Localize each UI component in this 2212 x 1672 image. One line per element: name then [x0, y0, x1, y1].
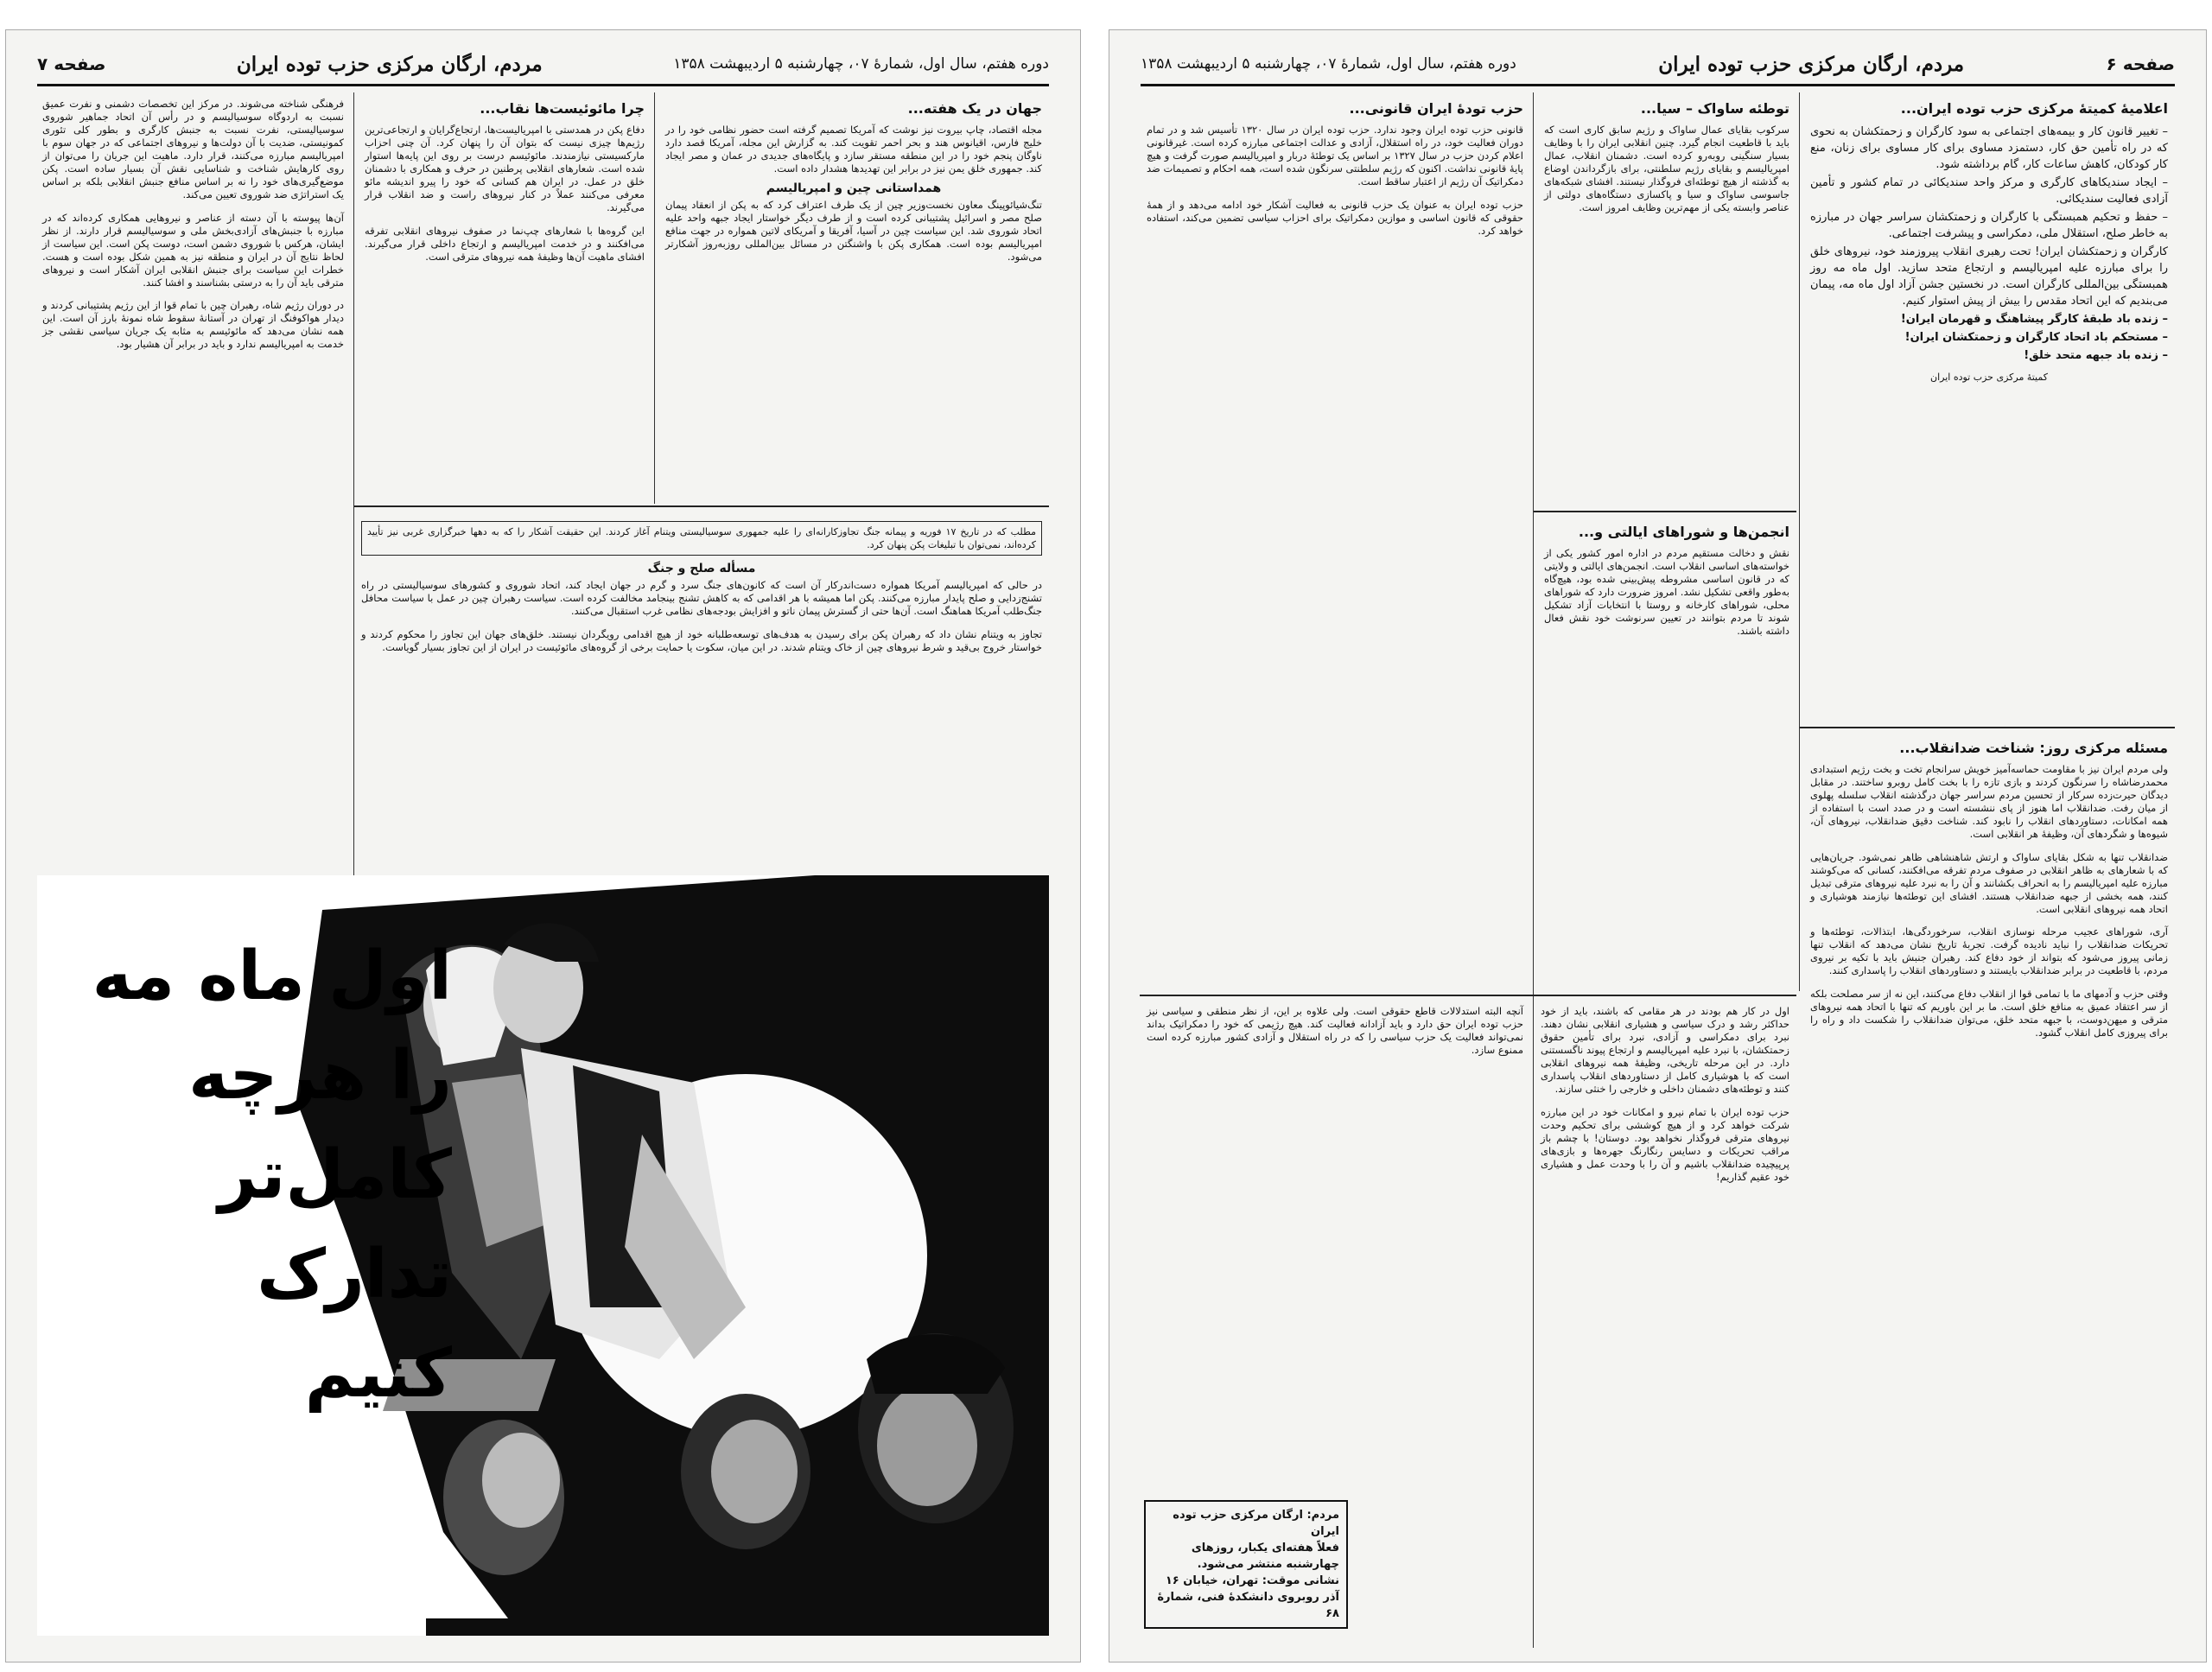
article-text: ولی مردم ایران نیز با مقاومت حماسه‌آمیز خویش سرانجام تخت و بخت رژیم استبدادی محمدرضاشاه را سرنگون کردند و بازی تازه را با بخت کامل روبرو ساختند. در مقابل دیدگان حیرت‌زده سرکار از تحسین مردم سراسر جهان درگذشته انقلاب سلسله پهلوی از میان رفت. ضدانقلاب اما هنوز از پای ننشسته است و در صدد است با استفاده از همه امکانات، دستاوردهای انقلاب را نابود کند. شناخت دقیق ضدانقلاب، نیروهای آن، شیوه‌ها و شگردهای آن، وظیفهٔ هر انقلابی است.	[1810, 763, 2168, 840]
article-area	[1141, 92, 2175, 1636]
article-text: سرکوب بقایای عمال ساواک و رژیم سابق کاری است که باید با قاطعیت انجام گیرد. چنین انقلابی ایران را با وظایف بسیار سنگینی روبه‌رو کرده است. دشمنان انقلاب، عمال امپریالیسم و بقایای رژیم سلطنتی، برای بازگرداندن اوضاع به گذشته از هیچ توطئه‌ای فروگذار نیستند. افشای شبکه‌های جاسوسی ساواک و سیا و پاکسازی دستگاه‌های دولتی از عناصر وابسته یکی از مهم‌ترین وظایف امروز است.	[1544, 124, 1789, 213]
poster-line: اول ماه مه	[92, 938, 452, 1015]
article-text: نقش و دخالت مستقیم مردم در اداره امور کشور یکی از خواسته‌های اساسی انقلاب است. انجمن‌های ایالتی و ولایتی که در قانون اساسی مشروطه پیش‌بینی شده بود، هیچ‌گاه به‌طور واقعی تشکیل نشد. امروز ضرورت دارد که شوراهای محلی، شوراهای کارخانه و روستا با انتخابات آزاد تشکیل شوند تا مردم بتوانند در تعیین سرنوشت خود نقش فعال داشته باشند.	[1544, 547, 1789, 637]
article-text: آری، شوراهای عجیب مرحله نوسازی انقلاب، سرخوردگی‌ها، ابتذالات، توطئه‌ها و تحریکات ضدانقلاب را نباید نادیده گرفت. تجربهٔ تاریخ نشان می‌دهد که انقلاب تنها زمانی پیروز می‌شود که بتواند از خود دفاع کند. رهبران جنبش باید با تکیه بر نیروی مردم، با قاطعیت در برابر ضدانقلاب بایستند و دستاوردهای انقلاب را پاسداری کنند.	[1810, 925, 2168, 976]
section-rule	[1534, 511, 1796, 512]
article-heading: چرا مائوئیست‌ها نقاب...	[480, 100, 645, 117]
declaration-item: – ایجاد سندیکاهای کارگری و مرکز واحد سندیکائی در تمام کشور و تأمین آزادی فعالیت سندیکائی.	[1810, 176, 2168, 206]
page-number: صفحه ۷	[37, 54, 106, 74]
maoists-column	[358, 92, 652, 504]
newspaper-page-7	[5, 29, 1081, 1662]
article-text: اول در کار هم بودند در هر مقامی که باشند، باید از خود حداکثر رشد و درک سیاسی و هشیاری انقلابی نشان دهند. نبرد برای دمکراسی و آزادی، نبرد برای تأمین حقوق زحمتکشان، با نبرد علیه امپریالیسم و ارتجاع پیوند ناگسستنی دارد. در این مرحله تاریخی، وظیفهٔ همه نیروهای انقلابی است که با هوشیاری کامل از دستاوردهای انقلاب پاسداری کنند و توطئه‌های دشمنان داخلی و خارجی را خنثی سازند.	[1541, 1005, 1789, 1095]
continuation-column-a	[1534, 1000, 1796, 1636]
article-heading: مسئله مرکزی روز: شناخت ضدانقلاب...	[1899, 740, 2168, 756]
article-text: فرهنگی شناخته می‌شوند. در مرکز این تخصصات دشمنی و نفرت عمیق نسبت به اردوگاه سوسیالیسم و در رأس آن اتحاد جماهیر شوروی سوسیالیستی، نفرت نسبت به جنبش کارگری و بطور کلی تئوری کمونیستی، ضدیت با آن دولت‌ها و نیروهای اجتماعی که در جهان سوم با امپریالیسم مبارزه می‌کنند، قرار دارد. ماهیت این جریان را می‌توان از روی کارهایش شناخت و شناسایی نقش آن بسیار ساده است. پکن موضع‌گیری‌های خود را نه بر اساس منافع جنبش انقلابی بلکه بر اساس یک استراتژی ضد شوروی تعیین می‌کند.	[42, 98, 344, 200]
newspaper-brand: مردم، ارگان مرکزی حزب توده ایران	[1658, 52, 1965, 76]
article-text: حزب توده ایران به عنوان یک حزب قانونی به فعالیت آشکار خود ادامه می‌دهد و از همهٔ حقوقی که قانون اساسی و موازین دمکراتیک برای احزاب سیاسی تضمین می‌کند، استفاده خواهد کرد.	[1147, 198, 1523, 237]
masthead	[37, 44, 1049, 86]
tudeh-legal-column	[1140, 92, 1530, 991]
issue-line: دوره هفتم، سال اول، شمارهٔ ۰۷، چهارشنبه ۵ اردیبهشت ۱۳۵۸	[673, 55, 1049, 73]
article-text: در دوران رژیم شاه، رهبران چین با تمام قوا از این رژیم پشتیبانی کردند و دیدار هواکوفنگ از تهران در آستانهٔ سقوط شاه نمونهٔ بارز آن است. این همه نشان می‌دهد که مائوئیسم به مثابه یک جریان سیاسی نقشی جز خدمت به امپریالیسم ندارد و باید در برابر آن هشیار بود.	[42, 299, 344, 350]
poster-line: تدارک کنیم	[257, 1236, 452, 1413]
article-text: مجله اقتصاد، چاپ بیروت نیز نوشت که آمریکا تصمیم گرفته است حضور نظامی خود را در خلیج فارس، اقیانوس هند و بحر احمر تقویت کند. به گزارش این مجله، آمریکا قصد دارد ناوگان پنجم خود را در این منطقه مستقر سازد و پایگاه‌های جدیدی در عمان و مصر ایجاد کند. جمهوری خلق یمن نیز در برابر این تهدیدها هشدار داده است.	[665, 124, 1042, 175]
article-heading: مسأله صلح و جنگ	[647, 562, 756, 575]
declaration-item: کارگران و زحمتکشان ایران! تحت رهبری انقلاب پیروزمند خود، نیروهای خلق را برای مبارزه علیه امپریالیسم و ارتجاع متحد سازید. اول ماه مه روز همبستگی بین‌المللی کارگران است. در نخستین جشن آزاد اول ماه مه، پیمان می‌بندیم که این اتحاد مقدس را بیش از پیش استوار کنیم.	[1810, 245, 2168, 308]
article-area	[37, 92, 1049, 1636]
article-text: حزب توده ایران با تمام نیرو و امکانات خود در این مبارزه شرکت خواهد کرد و از هیچ کوششی برای تحکیم وحدت نیروهای مترقی فروگذار نخواهد بود. دوستان! با چشم باز مراقب تحریکات و دسایس رنگارنگ جهره‌ها و بازی‌های پرپیچیده ضدانقلاب باشیم و آن را با وحدت عمل و هشیاری خود عقیم گذاریم!	[1541, 1105, 1789, 1183]
article-heading: توطئه ساواک – سیا...	[1640, 100, 1789, 117]
declaration-signature: کمیتهٔ مرکزی حزب توده ایران	[1930, 372, 2048, 383]
page-gutter	[1081, 0, 1109, 1672]
masthead	[1141, 44, 2175, 86]
article-text: در حالی که امپریالیسم آمریکا همواره دست‌اندرکار آن است که کانون‌های جنگ سرد و گرم در جهان ایجاد کند، اتحاد شوروی و کشورهای سوسیالیستی در راه تشنج‌زدایی و صلح پایدار مبارزه می‌کنند. پکن اما همیشه با هر اقدامی که به کاهش تشنج بینجامد مخالفت کرده است. سیاست رهبران چین در عمل با سیاست محافل جنگ‌طلب آمریکا هماهنگ است. آن‌ها حتی از گسترش پیمان ناتو و افزایش بودجه‌های نظامی غرب استقبال می‌کنند.	[361, 579, 1042, 617]
publication-address: نشانی موقت: تهران، خیابان ۱۶ آذر روبروی دانشکدهٔ فنی، شمارهٔ ۶۸	[1157, 1574, 1339, 1620]
article-text: آنچه البته استدلالات قاطع حقوقی است. ولی علاوه بر این، از نظر منطقی و سیاسی نیز حزب توده ایران حق دارد و باید آزادانه فعالیت کند. هیچ رژیمی که خود را دمکراتیک بداند نمی‌تواند فعالیت یک حزب سیاسی را که در راه استقلال و آزادی کشور مبارزه کرده است ممنوع سازد.	[1147, 1005, 1523, 1056]
may-day-poster	[37, 875, 1049, 1636]
declaration-item: – حفظ و تحکیم همبستگی با کارگران و زحمتکشان سراسر جهان در مبارزه به خاطر صلح، استقلال ملی، دمکراسی و پیشرفت اجتماعی.	[1810, 211, 2168, 240]
column-rule	[654, 92, 655, 504]
article-heading: اعلامیهٔ کمیتهٔ مرکزی حزب توده ایران...	[1900, 100, 2168, 117]
peace-war-section	[354, 511, 1049, 879]
issue-line: دوره هفتم، سال اول، شمارهٔ ۰۷، چهارشنبه ۵ اردیبهشت ۱۳۵۸	[1141, 55, 1516, 73]
article-text: وقتی حزب و آدمهای ما با تمامی قوا از انقلاب دفاع می‌کنند، این نه از سر مصلحت بلکه از سر اعتقاد عمیق به منافع خلق است. ما بر این باوریم که تنها با اتحاد همه نیروهای مترقی و میهن‌دوست، با جبهه متحد خلق، می‌توان ضدانقلاب را شکست داد و راه را برای پیروزی کامل انقلاب گشود.	[1810, 987, 2168, 1039]
article-heading: حزب تودهٔ ایران قانونی...	[1349, 100, 1523, 117]
poster-slogan	[89, 927, 452, 1424]
publication-schedule: فعلاً هفته‌ای یکبار، روزهای چهارشنبه منتشر می‌شود.	[1191, 1542, 1339, 1571]
declaration-column	[1803, 92, 2175, 723]
column-rule	[1799, 92, 1800, 991]
world-week-column	[658, 92, 1049, 504]
section-rule	[354, 505, 1049, 507]
poster-line: را هرچه کامل‌تر	[188, 1037, 452, 1214]
newspaper-brand: مردم، ارگان مرکزی حزب توده ایران	[236, 52, 543, 76]
article-text: تجاوز به ویتنام نشان داد که رهبران پکن برای رسیدن به هدف‌های توسعه‌طلبانه خود از هیچ اقدامی رویگردان نیستند. خلق‌های جهان این تجاوز را محکوم کردند و خواستار خروج بی‌قید و شرط نیروهای چین از خاک ویتنام شدند. در این میان، سکوت یا حمایت برخی از گروه‌های مائوئیست در ایران از این تجاوز بسیار گویاست.	[361, 627, 1042, 653]
article-text: آن‌ها پیوسته با آن دسته از عناصر و نیروهایی همکاری کرده‌اند که در مبارزه با جنبش‌های آزادی‌بخش ملی و سوسیالیسم قرار دارند. از نظر ایشان، هرکس با شوروی دشمن است، دوست پکن است. این سیاست از لحاظ نتایج آن در ایران و منطقه نیز به همین شکل بوده است و هست. خطرات این سیاست برای جنبش انقلابی ایران آشکار است و نیروهای مترقی باید آن را به درستی بشناسند و افشا کنند.	[42, 211, 344, 289]
declaration-slogan: – زنده باد طبقهٔ کارگر پیشاهنگ و قهرمان ایران!	[1900, 313, 2168, 326]
section-rule	[1800, 727, 2175, 728]
article-text: ضدانقلاب تنها به شکل بقایای ساواک و ارتش شاهنشاهی ظاهر نمی‌شود. جریان‌هایی که با شعارهای به ظاهر انقلابی در صفوف مردم تفرقه می‌افکنند، کسانی که می‌کوشند مبارزه علیه امپریالیسم را به انحراف بکشانند و آن را به نبرد علیه نیروهای مترقی تبدیل کنند، همه بخشی از جبهه ضدانقلاب هستند. افشای این توطئه‌ها نیازمند هوشیاری و اتحاد همه نیروهای انقلابی است.	[1810, 850, 2168, 915]
declaration-slogan: – زنده باد جبهه متحد خلق!	[2024, 349, 2168, 362]
publication-info-box	[1144, 1500, 1348, 1629]
page-number: صفحه ۶	[2106, 54, 2175, 74]
counter-revolution-column	[1803, 732, 2175, 1636]
councils-column	[1537, 516, 1796, 991]
continuation-column-b	[1140, 1000, 1530, 1484]
article-heading: جهان در یک هفته...	[907, 100, 1042, 117]
article-text: قانونی حزب توده ایران وجود ندارد. حزب توده ایران در سال ۱۳۲۰ تأسیس شد و در تمام دوران فعالیت خود، در راه استقلال، آزادی و عدالت اجتماعی مبارزه کرده است. غیرقانونی اعلام کردن حزب در سال ۱۳۲۷ بر اساس یک توطئهٔ دربار و امپریالیسم صورت گرفت و هیچ پایهٔ قانونی نداشت. اکنون که رژیم سلطنتی سرنگون شده است، همه احکام و تصمیمات ضد دمکراتیک آن رژیم از اعتبار ساقط است.	[1147, 124, 1523, 188]
article-subheading: همداستانی چین و امپریالیسم	[766, 181, 942, 195]
intro-box: مطلب که در تاریخ ۱۷ فوریه و پیمانه جنگ تجاوزکارانه‌ای را علیه جمهوری سوسیالیستی ویتنام آغاز کردند. این حقیقت آشکار را که به دهها خبرگزاری غربی نیز تأیید کرده‌اند، نمی‌توان با تبلیغات پکن پنهان کرد.	[361, 521, 1042, 556]
declaration-item: – تغییر قانون کار و بیمه‌های اجتماعی به سود کارگران و زحمتکشان به نحوی که در راه تأمین حق کار، دستمزد مساوی برای کار مساوی برای زنان، منع کار کودکان، کاهش ساعات کار، گام برداشته شود.	[1810, 125, 2168, 171]
declaration-slogan: – مستحکم باد اتحاد کارگران و زحمتکشان ایران!	[1904, 331, 2168, 344]
article-text: این گروه‌ها با شعارهای چپ‌نما در صفوف نیروهای انقلابی تفرقه می‌افکنند و در خدمت امپریالیسم و ارتجاع داخلی قرار می‌گیرند. افشای ماهیت آن‌ها وظیفهٔ همه نیروهای مترقی است.	[365, 224, 645, 263]
article-text: تنگ‌شیائوپینگ معاون نخست‌وزیر چین از یک طرف اعتراف کرد که به پکن از انعقاد پیمان صلح مصر و اسرائیل پشتیبانی کرده است و از طرف دیگر خواستار ایجاد جبهه واحد علیه اتحاد شوروی شد. این سیاست چین در آسیا، آفریقا و آمریکای لاتین همواره در جهت منافع امپریالیسم بوده است. همکاری پکن با واشنگتن در مسائل بین‌المللی روزبه‌روز آشکارتر می‌شود.	[665, 199, 1042, 263]
article-heading: انجمن‌ها و شوراهای ایالتی و...	[1578, 524, 1789, 540]
maoism-continued-column	[35, 92, 351, 879]
article-text: دفاع پکن در همدستی با امپریالیست‌ها، ارتجاع‌گرایان و ارتجاعی‌ترین رژیم‌ها چیزی نیست که بتوان آن را پنهان کرد. آن چنی احزاب مارکسیستی نیازمندند. مائوئیسم درست بر روی این پایه‌ها استوار شده است. شعارهای انقلابی پرطنین در حرف و همکاری با دشمنان خلق در عمل. در ایران هم کسانی که خود را پیرو اندیشه مائو معرفی می‌کنند عملاً در کنار نیروهای راست و ضد انقلاب قرار می‌گیرند.	[365, 124, 645, 213]
plot-column	[1537, 92, 1796, 507]
publication-name: مردم: ارگان مرکزی حزب توده ایران	[1173, 1509, 1339, 1538]
section-rule	[1140, 995, 1796, 996]
newspaper-page-6	[1109, 29, 2207, 1662]
